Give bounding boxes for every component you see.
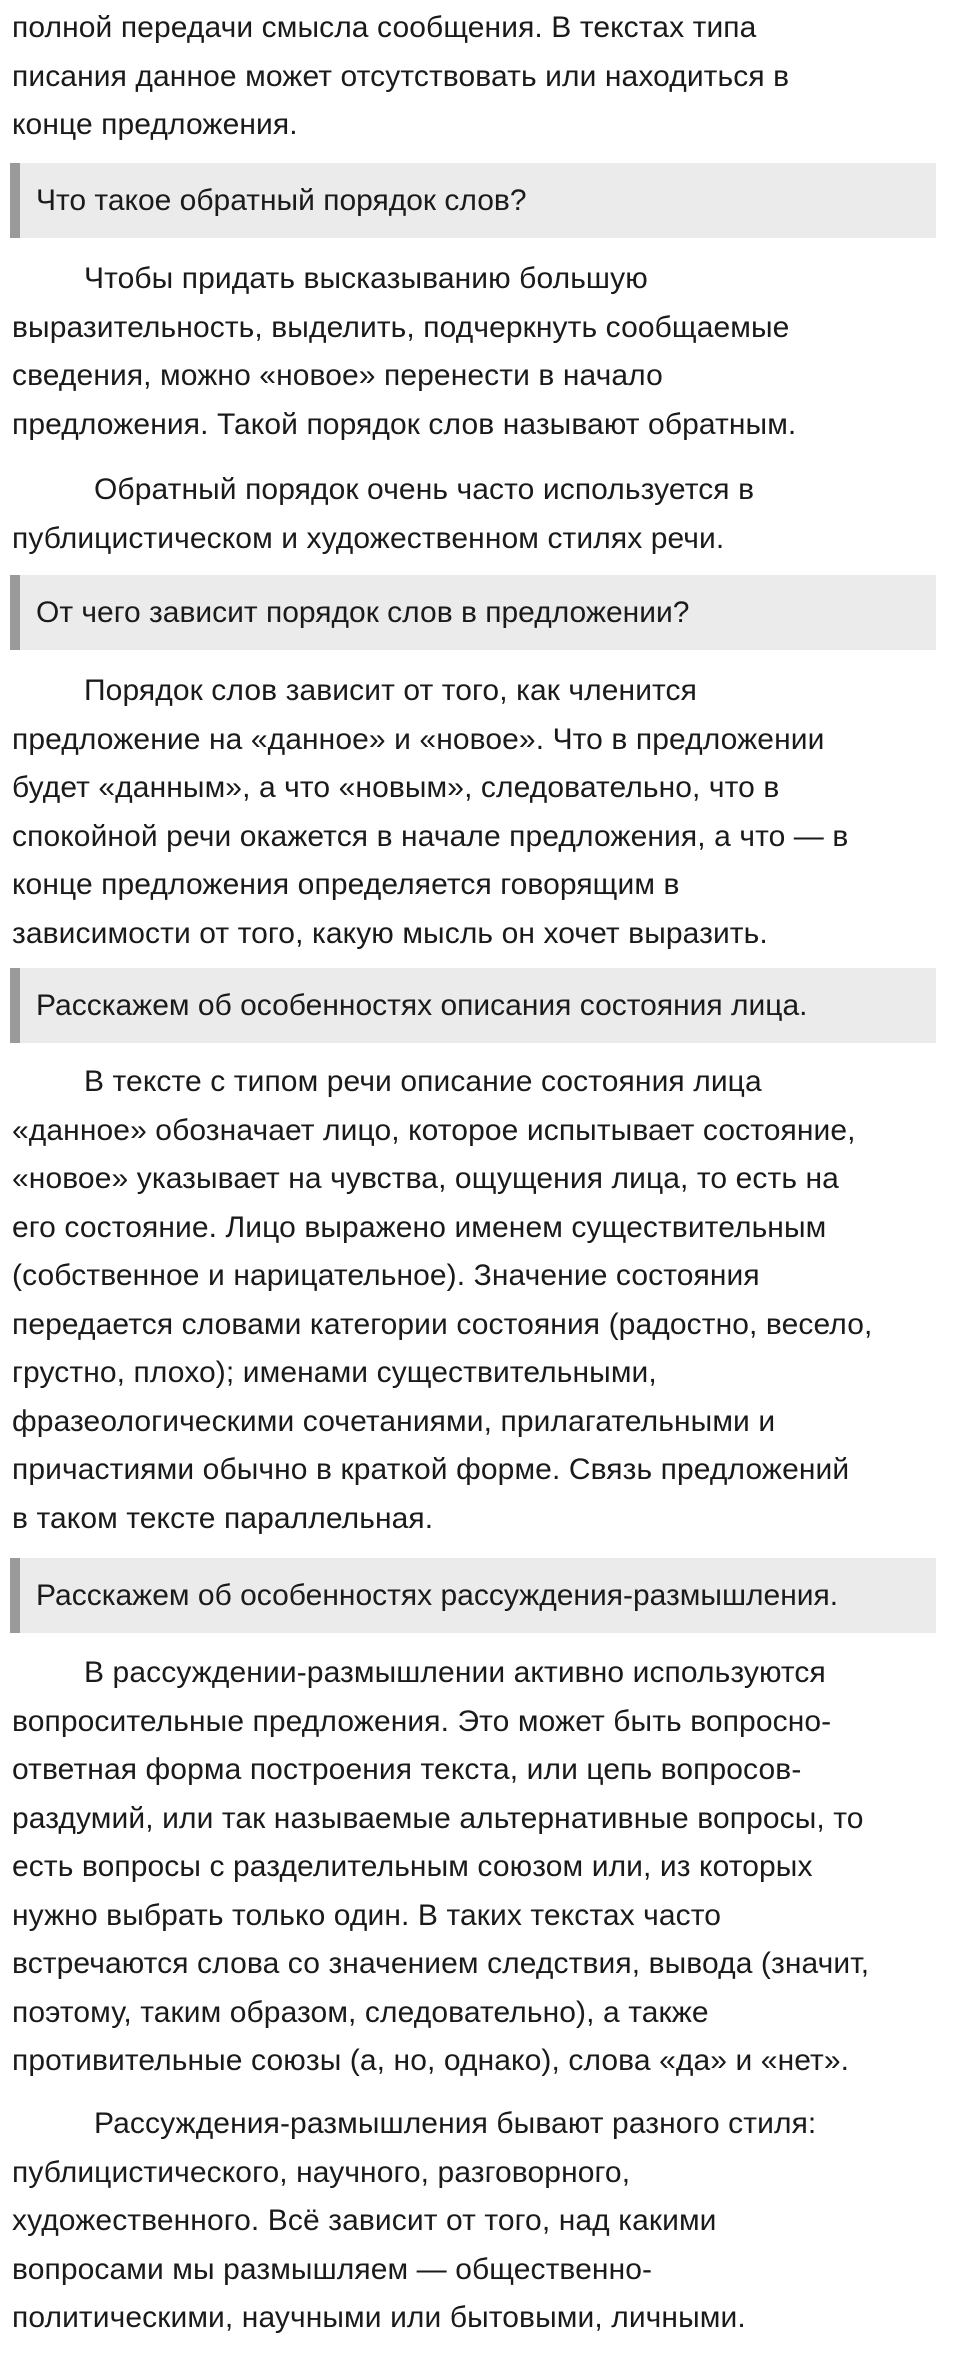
text-line: его состояние. Лицо выражено именем существительным [12,1210,827,1244]
text-line: есть вопросы с разделительным союзом или, из которых [12,1850,813,1883]
text-line: предложение на «данное» и «новое». Что в предложении [12,722,825,756]
text-line: публицистического, научного, разговорного, [12,2155,631,2189]
text-line: в таком тексте параллельная. [12,1501,434,1535]
text-line: противительные союзы (а, но, однако), слова «да» и «нет». [12,2044,850,2077]
paragraph [12,667,952,958]
question-text: Расскажем об особенностях описания состояния лица. [36,989,808,1022]
intro-paragraph [12,4,952,150]
text-line: политическими, научными или бытовыми, личными. [12,2301,746,2334]
question-text: Что такое обратный порядок слов? [36,184,527,217]
text-line: выразительность, выделить, подчеркнуть сообщаемые [12,310,790,344]
text-line: Чтобы придать высказыванию большую [84,262,648,295]
question-text: Расскажем об особенностях рассуждения-размышления. [36,1579,839,1612]
question-heading [10,968,936,1043]
text-line: передается словами категории состояния (радостно, весело, [12,1307,873,1341]
text-line: В рассуждении-размышлении активно используются [84,1656,826,1689]
paragraph [12,1649,952,2086]
text-line: фразеологическими сочетаниями, прилагательными и [12,1404,776,1438]
text-line: «данное» обозначает лицо, которое испытывает состояние, [12,1113,856,1147]
text-line: «новое» указывает на чувства, ощущения лица, то есть на [12,1162,839,1195]
text-line: ответная форма построения текста, или цепь вопросов- [12,1753,802,1786]
text-line: нужно выбрать только один. В таких текстах часто [12,1898,722,1932]
text-line: Рассуждения-размышления бывают разного стиля: [94,2107,817,2140]
question-heading [10,163,936,238]
text-line: предложения. Такой порядок слов называют обратным. [12,407,797,441]
text-line: сведения, можно «новое» перенести в начало [12,359,663,392]
text-line: писания данное может отсутствовать или находиться в [12,59,790,93]
text-line: вопросительные предложения. Это может быть вопросно- [12,1704,832,1738]
text-line: публицистическом и художественном стилях речи. [12,521,725,555]
text-line: полной передачи смысла сообщения. В текстах типа [12,11,757,44]
text-line: вопросами мы размышляем — общественно- [12,2252,653,2286]
text-line: причастиями обычно в краткой форме. Связь предложений [12,1453,850,1486]
paragraph [12,255,952,449]
question-text: От чего зависит порядок слов в предложении? [36,596,690,629]
paragraph [12,466,952,563]
question-heading [10,575,936,650]
paragraph [12,1058,952,1543]
text-line: конце предложения определяется говорящим в [12,868,680,901]
text-line: В тексте с типом речи описание состояния лица [84,1065,762,1098]
text-line: встречаются слова со значением следствия, вывода (значит, [12,1947,870,1980]
question-heading [10,1558,936,1633]
text-line: грустно, плохо); именами существительными, [12,1356,657,1389]
text-line: будет «данным», а что «новым», следовательно, что в [12,771,780,804]
text-line: зависимости от того, какую мысль он хочет выразить. [12,916,768,950]
text-line: поэтому, таким образом, следовательно), а также [12,1995,709,2029]
text-line: художественного. Всё зависит от того, над какими [12,2204,717,2237]
text-line: (собственное и нарицательное). Значение состояния [12,1259,760,1292]
text-line: Порядок слов зависит от того, как членится [84,674,698,707]
text-line: раздумий, или так называемые альтернативные вопросы, то [12,1801,864,1835]
text-line: конце предложения. [12,108,298,141]
paragraph [12,2100,952,2343]
text-line: спокойной речи окажется в начале предложения, а что — в [12,819,849,853]
text-line: Обратный порядок очень часто используется в [94,473,755,506]
